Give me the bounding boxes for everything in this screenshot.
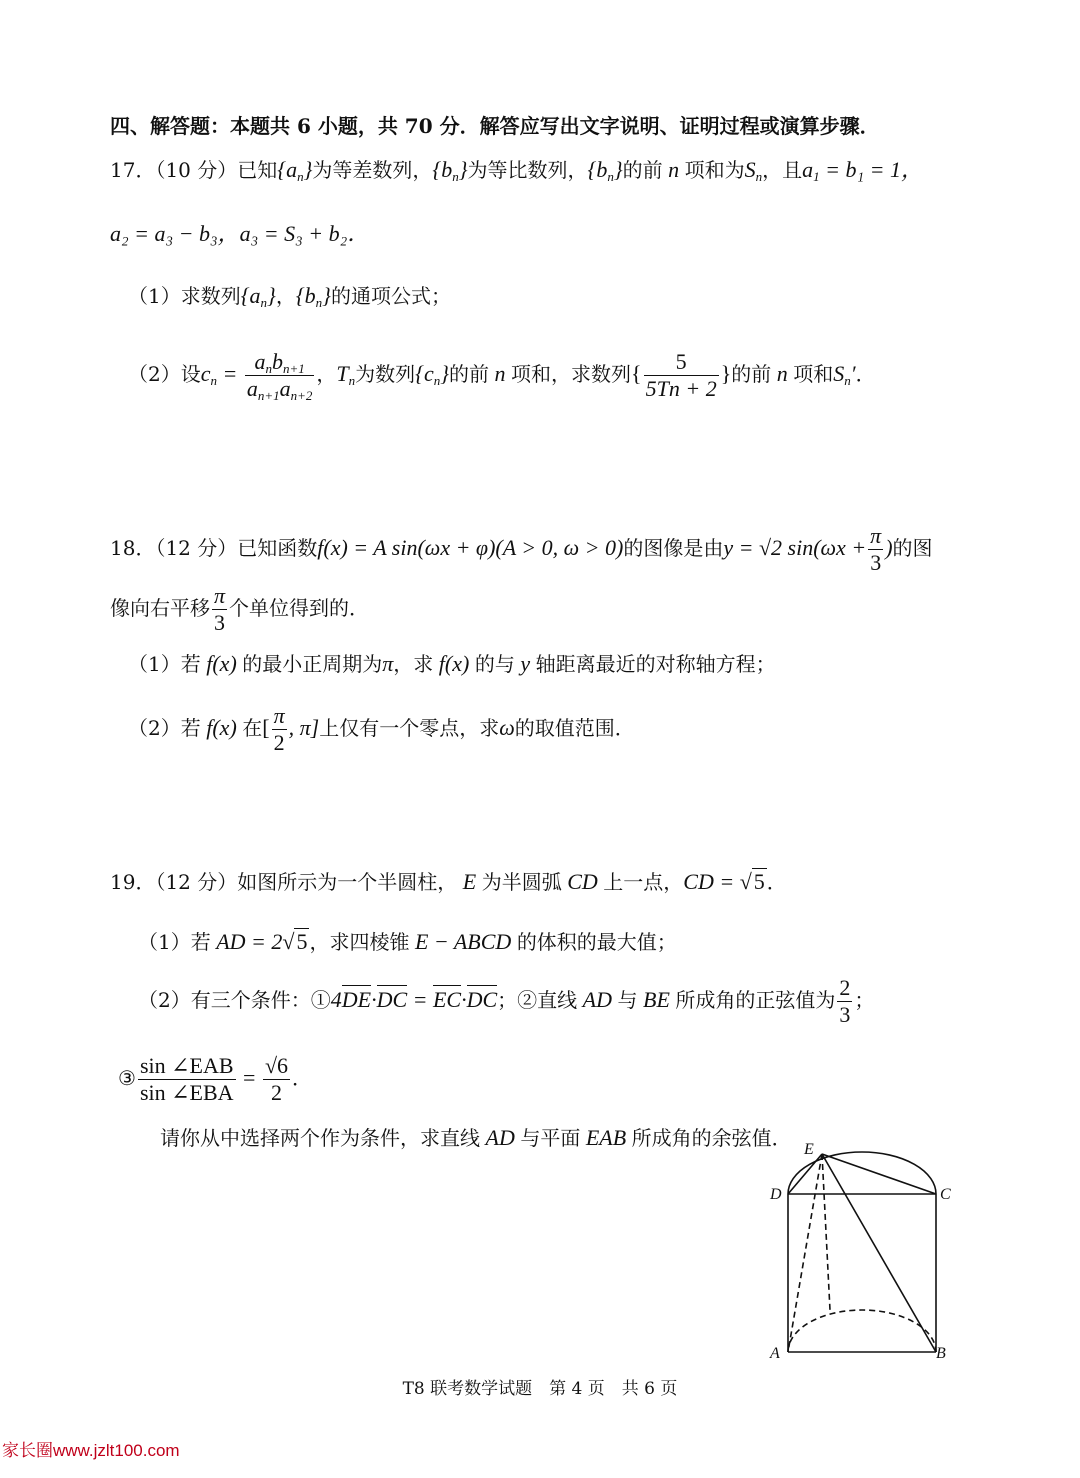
bottom-arc bbox=[788, 1310, 936, 1352]
label-D: D bbox=[770, 1186, 782, 1203]
label-E: E bbox=[804, 1141, 814, 1158]
half-cylinder-figure bbox=[760, 1134, 960, 1370]
label-B: B bbox=[936, 1345, 946, 1362]
edge-EC bbox=[822, 1154, 936, 1194]
edge-E-foot bbox=[822, 1154, 830, 1310]
edge-EB bbox=[822, 1154, 936, 1352]
section-heading: 四、解答题：本题共 6 小题，共 70 分．解答应写出文字说明、证明过程或演算步骤． bbox=[110, 114, 880, 138]
page-footer: T8 联考数学试题 第 4 页 共 6 页 bbox=[402, 1379, 678, 1399]
top-arc bbox=[788, 1152, 936, 1194]
label-C: C bbox=[940, 1186, 951, 1203]
q17-conditions: a₂ = a₃ − b₃，a₃ = S₃ + b₂． bbox=[110, 221, 370, 246]
q18-part2: （2）若 f(x) 在[ $\frac{\pi}{2}$ , π]上仅有一个零点，求ω的取值范围． bbox=[128, 703, 635, 755]
q17-line1: 17．（10 分）已知$\{a_n\}$为等差数列，$\{b_n\}$为等比数列，$\{b_n\}$的前 n 项和为$S_n$，且$a_1 = b_1 = 1$， bbox=[110, 157, 923, 184]
q19-part1: （1）若 AD = 2√5 ，求四棱锥 E − ABCD 的体积的最大值； bbox=[138, 929, 677, 954]
edge-EA bbox=[788, 1154, 822, 1352]
label-A: A bbox=[770, 1345, 780, 1362]
q17-part2: （2）设$c_n$ = $\frac{a_nb_{n+1}}{a_{n+1}a_{n+2}}$ ，$T_n$为数列$\{c_n\}$的前 n 项和，求数列{ $\frac{5}{5Tn + 2}$ }的前 n 项和$S_n'$． bbox=[128, 349, 876, 403]
watermark: 家长圈www.jzlt100.com bbox=[2, 1441, 180, 1460]
q17-part1: （1）求数列$\{a_n\}$，$\{b_n\}$的通项公式； bbox=[128, 283, 451, 310]
q19-line1: 19．（12 分）如图所示为一个半圆柱， E 为半圆弧 CD 上一点，CD = √5 ． bbox=[110, 869, 787, 894]
q18-part1: （1）若 f(x) 的最小正周期为π，求 f(x) 的与 y 轴距离最近的对称轴方程； bbox=[128, 651, 776, 676]
q18-line2: 像向右平移 $\frac{\pi}{3}$ 个单位得到的． bbox=[110, 583, 370, 635]
q19-condition3: ③ $\frac{\text{sin ∠EAB}}{\text{sin ∠EBA}}$ = $\frac{√6}{2}$ ． bbox=[118, 1053, 313, 1105]
q19-instruction: 请你从中选择两个作为条件，求直线 AD 与平面 EAB 所成角的余弦值． bbox=[160, 1125, 792, 1150]
q19-part2: （2）有三个条件：①4DE·DC = EC·DC；②直线 AD 与 BE 所成角的正弦值为 $\frac{2}{3}$ ； bbox=[138, 975, 875, 1027]
q18-line1: 18．（12 分）已知函数f(x) = A sin(ωx + φ)(A > 0, ω > 0)的图像是由y = √2 sin(ωx + $\frac{\pi}{3}$ )的图 bbox=[110, 523, 933, 575]
